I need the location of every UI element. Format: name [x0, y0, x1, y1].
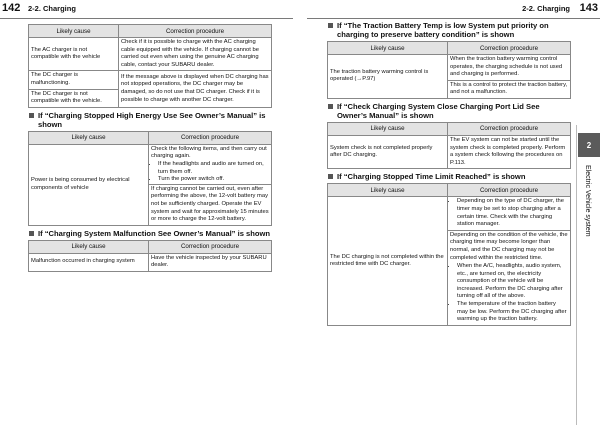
table-time-limit: [327, 183, 571, 326]
procedure-cell: When the traction battery warming control operates, the charging schedule is not used and charging is performed. This is a control to protect the traction battery, and not a malfunction.: [448, 55, 571, 99]
right-page-number: 143: [579, 2, 598, 14]
table-header-cause: Likely cause: [29, 240, 149, 253]
table-row: [328, 197, 571, 326]
square-bullet-icon: [29, 231, 34, 236]
chapter-tab: 2: [578, 133, 600, 157]
left-page-number: 142: [2, 2, 21, 14]
table-high-energy-use: [28, 131, 272, 226]
list-item: • Turn the power switch off.: [158, 176, 269, 184]
procedure-cell: • Depending on the type of DC charger, the timer may be set to stop charging after a certain time. Check with the charging station manager. Depending on the condition of the vehicle, the charging time may become longer than normal, and the DC charging may not be completed within the restricted time. • When the A/C, headlights, audio system, etc., are turned on, the electricity consumption of the vehicle will be increased. Perform the DC charging after turning off all of the above. • The temperature of the traction battery may be low. Perform the DC charging after warming up the traction battery.: [448, 197, 571, 326]
cause-cell: The AC charger is not compatible with the vehicle: [29, 38, 119, 71]
table-header-cause: Likely cause: [328, 122, 448, 135]
table-header-cause: Likely cause: [29, 131, 149, 144]
square-bullet-icon: [328, 23, 333, 28]
table-header-procedure: Correction procedure: [448, 122, 571, 135]
left-page-header: [0, 0, 293, 19]
section-heading: If “Charging Stopped Time Limit Reached” is shown: [327, 172, 571, 181]
table-header-procedure: Correction procedure: [448, 184, 571, 197]
square-bullet-icon: [29, 113, 34, 118]
square-bullet-icon: [328, 174, 333, 179]
cause-cell: The traction battery warming control is operated (→P.97): [328, 55, 448, 99]
table-ac-dc-charger: [28, 24, 272, 108]
table-header-procedure: Correction procedure: [119, 25, 272, 38]
table-header-procedure: Correction procedure: [149, 240, 272, 253]
cause-cell: System check is not completed properly after DC charging.: [328, 135, 448, 168]
left-column: [28, 24, 272, 272]
list-item: • Depending on the type of DC charger, the timer may be set to stop charging after a certain time. Check with the charging station manager.: [457, 198, 568, 228]
square-bullet-icon: [328, 104, 333, 109]
right-page-header: [307, 0, 600, 19]
table-header-procedure: Correction procedure: [149, 131, 272, 144]
table-row: [328, 55, 571, 99]
table-header-cause: Likely cause: [328, 184, 448, 197]
right-column: [327, 21, 571, 326]
side-divider: [576, 125, 577, 425]
cause-cell: The DC charging is not completed within the restricted time with DC charger.: [328, 197, 448, 326]
cause-cell: Power is being consumed by electrical components of vehicle: [29, 144, 149, 225]
section-heading: If “The Traction Battery Temp is low System put priority on charging to preserve battery condition” is shown: [327, 21, 571, 39]
section-heading: If “Check Charging System Close Charging Port Lid See Owner’s Manual” is shown: [327, 102, 571, 120]
table-traction-battery-temp: [327, 41, 571, 99]
table-system-malfunction: [28, 240, 272, 272]
table-charging-port-lid: [327, 122, 571, 169]
procedure-cell: Have the vehicle inspected by your SUBARU dealer.: [149, 253, 272, 271]
cause-cell: The DC charger is not compatible with the vehicle.: [29, 89, 119, 107]
table-row: [29, 71, 272, 89]
list-item: • When the A/C, headlights, audio system, etc., are turned on, the electricity consumption of the vehicle will be increased. Perform the DC charging after turning off all of the above.: [457, 263, 568, 301]
list-item: • If the headlights and audio are turned on, turn them off.: [158, 161, 269, 176]
right-section-title: 2-2. Charging: [522, 4, 570, 13]
procedure-cell: Check the following items, and then carry out charging again. • If the headlights and audio are turned on, turn them off. • Turn the power switch off. If charging cannot be carried out, even after performing the above, the 12-volt battery may not be sufficiently charged. Operate the EV system and wait for approximately 15 minutes or more to charge the 12-volt battery.: [149, 144, 272, 225]
list-item: • The temperature of the traction battery may be low. Perform the DC charging after warming up the traction battery.: [457, 301, 568, 324]
table-row: [29, 144, 272, 225]
table-header-cause: Likely cause: [29, 25, 119, 38]
table-header-cause: Likely cause: [328, 42, 448, 55]
chapter-title: Electric Vehicle system: [584, 165, 591, 237]
section-heading: If “Charging System Malfunction See Owner’s Manual” is shown: [28, 229, 272, 238]
table-row: [328, 135, 571, 168]
left-section-title: 2-2. Charging: [28, 4, 76, 13]
table-row: [29, 38, 272, 71]
cause-cell: Malfunction occurred in charging system: [29, 253, 149, 271]
section-heading: If “Charging Stopped High Energy Use See Owner’s Manual” is shown: [28, 111, 272, 129]
procedure-cell: The EV system can not be started until the system check is completed properly. Perform a system check following the procedures on P.113.: [448, 135, 571, 168]
procedure-cell: Check if it is possible to charge with the AC charging cable equipped with the vehicle. If charging cannot be carried out even when using the genuine AC charging cable, contact your SUBARU dealer.: [119, 38, 272, 71]
table-header-procedure: Correction procedure: [448, 42, 571, 55]
table-row: [29, 253, 272, 271]
cause-cell: The DC charger is malfunctioning.: [29, 71, 119, 89]
procedure-cell: If the message above is displayed when DC charging has not stopped operations, the DC charger may be damaged, so do not use that DC charger. Check if it is possible to charge with another DC charger.: [119, 71, 272, 107]
